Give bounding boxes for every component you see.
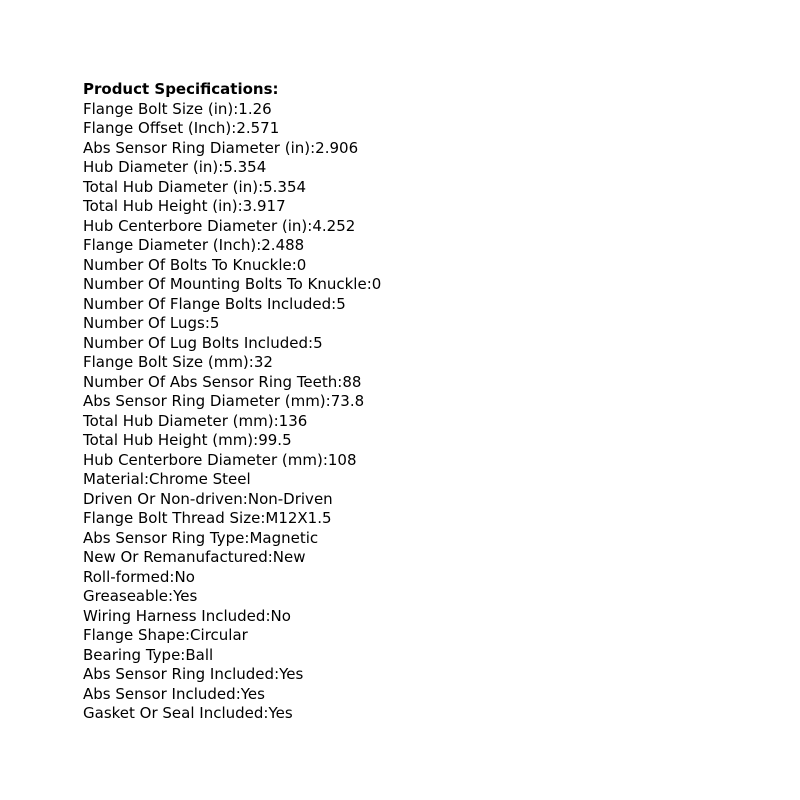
specification-label: Greaseable [83, 587, 169, 605]
specification-separator: : [325, 392, 331, 410]
specification-separator: : [248, 353, 254, 371]
specification-row [83, 412, 723, 432]
specification-row [83, 295, 723, 315]
specification-value: 73.8 [330, 392, 365, 410]
specification-value: 5 [336, 294, 346, 313]
specification-label: Wiring Harness Included [83, 606, 266, 625]
specification-value: 1.26 [238, 99, 272, 118]
specification-value: 5.354 [263, 177, 307, 196]
specification-separator: : [233, 99, 239, 118]
specification-row [83, 236, 723, 256]
specification-row [83, 373, 723, 393]
specification-row [83, 100, 723, 120]
specification-separator: : [366, 275, 372, 293]
specification-separator: : [180, 645, 186, 664]
specification-label: Number Of Lugs [83, 314, 205, 332]
specification-value: Non-Driven [247, 489, 333, 508]
specification-separator: : [258, 177, 264, 196]
specification-label: Number Of Bolts To Knuckle [83, 255, 292, 274]
specification-row [83, 451, 723, 471]
specification-value: Chrome Steel [149, 470, 251, 488]
specification-value: 4.252 [312, 216, 356, 235]
specification-value: 5 [209, 314, 220, 332]
specification-value: 136 [278, 411, 308, 430]
specification-label: Bearing Type [83, 645, 181, 664]
specification-separator: : [235, 684, 241, 703]
specification-row [83, 217, 723, 237]
specification-separator: : [308, 333, 314, 352]
page-title: Product Specifications: [83, 80, 279, 98]
specifications-list [83, 100, 723, 724]
specification-label: Abs Sensor Included [83, 684, 236, 703]
specification-value: Yes [240, 684, 265, 703]
specification-separator: : [322, 450, 328, 469]
specification-label: Number Of Mounting Bolts To Knuckle [83, 275, 367, 293]
specification-separator: : [256, 236, 262, 254]
specification-label: Hub Centerbore Diameter (mm) [83, 450, 323, 469]
specification-separator: : [231, 119, 237, 137]
specification-label: Hub Diameter (in) [83, 158, 219, 176]
specification-row [83, 529, 723, 549]
specification-row [83, 646, 723, 666]
specification-label: Abs Sensor Ring Included [83, 665, 275, 683]
specification-row [83, 685, 723, 705]
specification-row [83, 256, 723, 276]
specification-separator: : [169, 567, 175, 586]
specification-label: Total Hub Height (mm) [83, 431, 254, 449]
specification-separator: : [218, 158, 224, 176]
specification-value: M12X1.5 [265, 509, 332, 527]
specification-row [83, 431, 723, 451]
specification-row [83, 470, 723, 490]
specification-row [83, 197, 723, 217]
specification-value: 2.906 [315, 138, 359, 157]
specification-row [83, 568, 723, 588]
specification-separator: : [331, 294, 337, 313]
specification-value: Yes [173, 587, 198, 605]
specification-separator: : [242, 489, 248, 508]
specification-row [83, 314, 723, 334]
specification-row [83, 490, 723, 510]
specification-row [83, 392, 723, 412]
specification-value: 108 [327, 450, 357, 469]
specification-label: Hub Centerbore Diameter (in) [83, 216, 308, 235]
specification-value: 2.488 [261, 236, 305, 254]
specification-separator: : [273, 411, 279, 430]
specification-separator: : [204, 314, 210, 332]
specification-label: Flange Bolt Thread Size [83, 509, 261, 527]
specification-value: 3.917 [242, 197, 286, 215]
specification-row [83, 353, 723, 373]
specification-value: Circular [190, 626, 248, 644]
specification-label: Abs Sensor Ring Type [83, 528, 245, 547]
specification-label: Total Hub Diameter (mm) [83, 411, 274, 430]
specification-value: Yes [268, 704, 293, 722]
specification-separator: : [168, 587, 174, 605]
specification-row [83, 158, 723, 178]
specification-value: 5.354 [223, 158, 267, 176]
specification-separator: : [267, 548, 273, 566]
specification-row [83, 665, 723, 685]
specification-row [83, 704, 723, 724]
specification-row [83, 626, 723, 646]
specification-value: No [270, 606, 291, 625]
specification-label: Driven Or Non-driven [83, 489, 243, 508]
specification-value: Yes [279, 665, 304, 683]
specification-label: Flange Diameter (Inch) [83, 236, 257, 254]
specification-separator: : [265, 606, 271, 625]
specification-row [83, 178, 723, 198]
specification-value: Ball [185, 645, 214, 664]
specification-separator: : [291, 255, 297, 274]
specification-value: 32 [253, 353, 273, 371]
specification-row [83, 607, 723, 627]
specification-label: Number Of Lug Bolts Included [83, 333, 308, 352]
product-specifications-block [83, 80, 723, 724]
specification-value: 0 [296, 255, 307, 274]
specification-separator: : [143, 470, 149, 488]
specification-label: Abs Sensor Ring Diameter (in) [83, 138, 311, 157]
specification-value: 5 [313, 333, 323, 352]
specification-label: Roll-formed [83, 567, 170, 586]
specification-value: New [272, 548, 306, 566]
specification-value: 99.5 [258, 431, 292, 449]
specification-separator: : [244, 528, 250, 547]
specification-row [83, 509, 723, 529]
specification-label: Total Hub Height (in) [83, 197, 238, 215]
specification-separator: : [274, 665, 280, 683]
specification-separator: : [307, 216, 313, 235]
specification-separator: : [237, 197, 243, 215]
specification-label: Number Of Abs Sensor Ring Teeth [83, 372, 338, 391]
specification-separator: : [337, 372, 343, 391]
specification-value: No [174, 567, 195, 586]
specification-label: Flange Shape [83, 626, 185, 644]
specification-label: Total Hub Diameter (in) [83, 177, 259, 196]
specification-label: Flange Offset (Inch) [83, 119, 232, 137]
specification-row [83, 334, 723, 354]
specification-value: 2.571 [236, 119, 280, 137]
specification-separator: : [253, 431, 259, 449]
specification-value: Magnetic [249, 528, 319, 547]
specification-row [83, 548, 723, 568]
specification-row [83, 275, 723, 295]
specification-label: Number Of Flange Bolts Included [83, 294, 332, 313]
specification-value: 88 [342, 372, 362, 391]
specification-label: Gasket Or Seal Included [83, 704, 264, 722]
specification-value: 0 [371, 275, 382, 293]
specification-label: Flange Bolt Size (mm) [83, 353, 249, 371]
specification-label: Flange Bolt Size (in) [83, 99, 234, 118]
specification-separator: : [263, 704, 269, 722]
specification-separator: : [184, 626, 191, 644]
specification-separator: : [260, 509, 266, 527]
specification-row [83, 139, 723, 159]
specification-row [83, 587, 723, 607]
specification-label: Abs Sensor Ring Diameter (mm) [83, 392, 326, 410]
specification-separator: : [310, 138, 316, 157]
specification-row [83, 119, 723, 139]
specification-label: New Or Remanufactured [83, 548, 268, 566]
specification-label: Material [83, 470, 144, 488]
